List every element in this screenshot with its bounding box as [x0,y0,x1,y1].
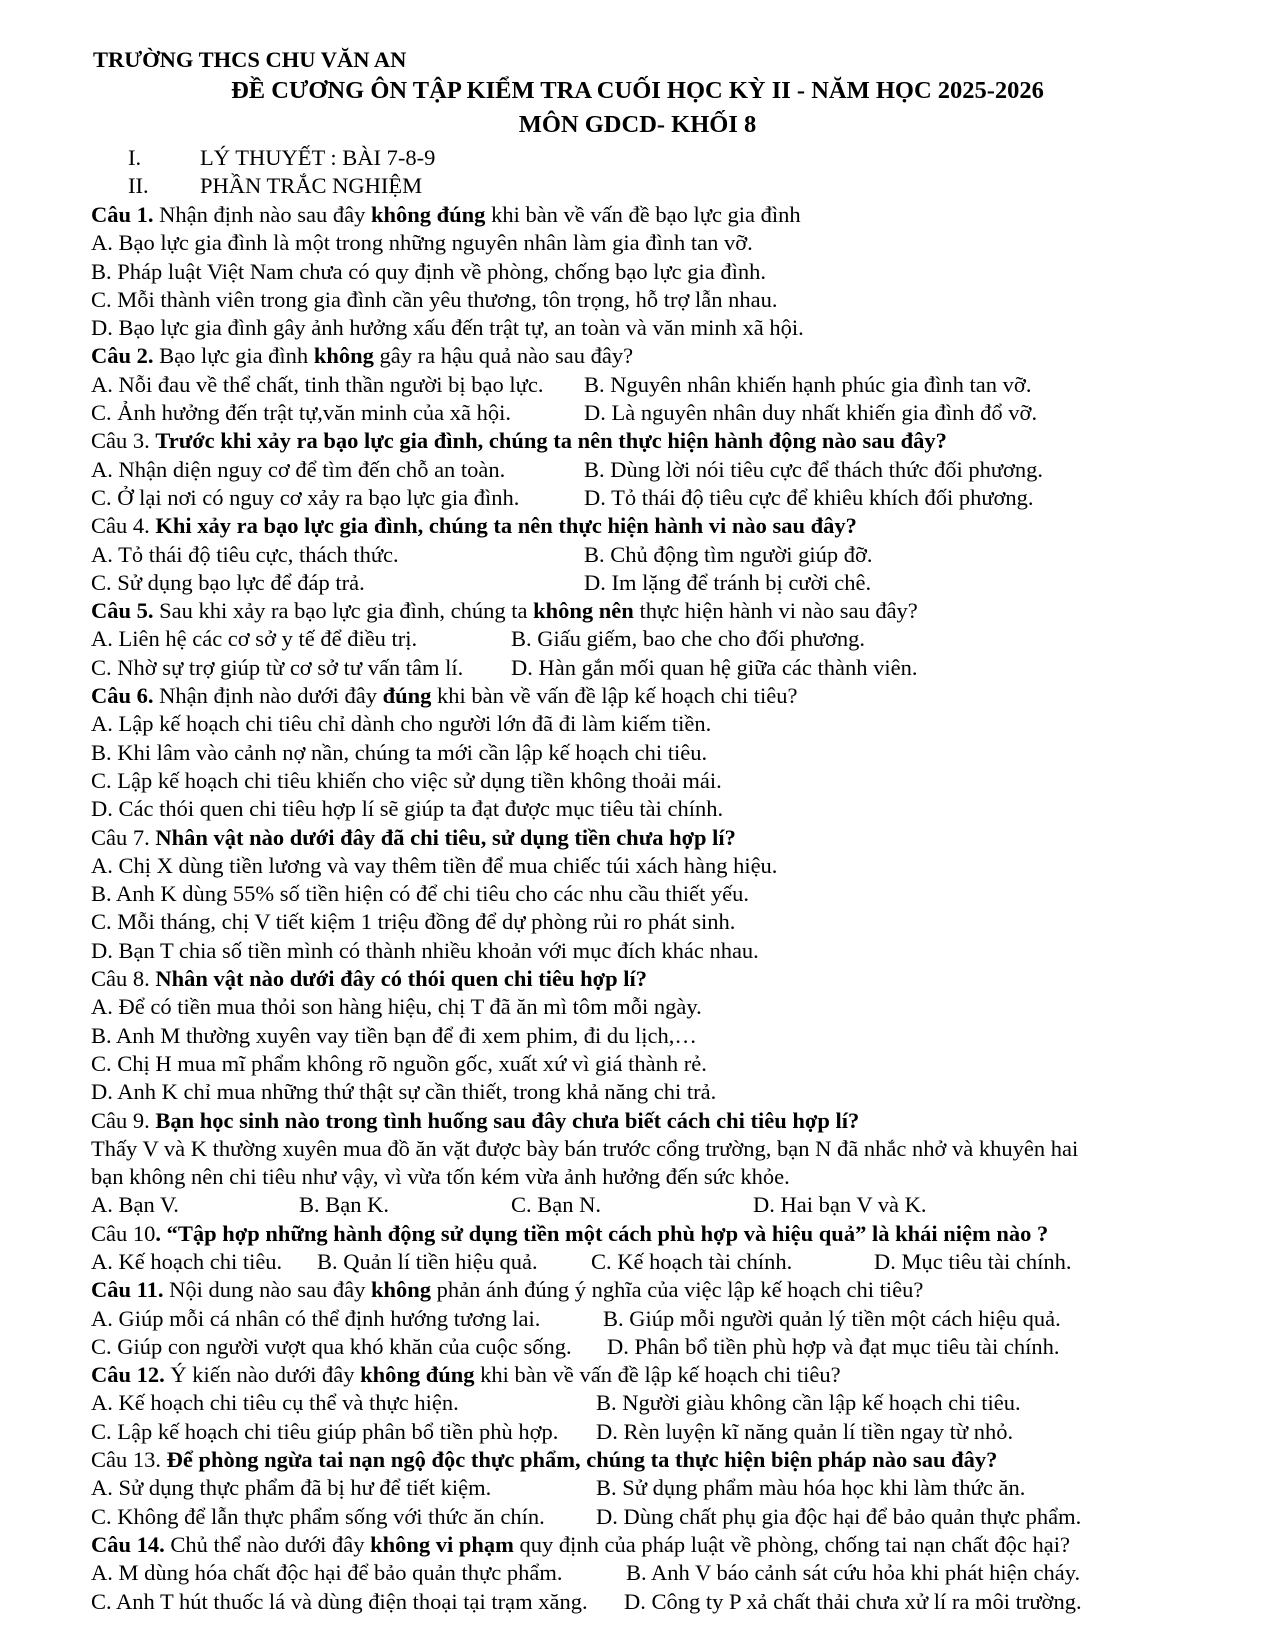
answer-line [91,1418,1251,1446]
question-stem [91,1361,1251,1389]
text-run: bạn không nên chi tiêu như vậy, vì vừa tốn kém vừa ảnh hưởng đến sức khỏe. [91,1164,790,1190]
text-run: Bạn học sinh nào trong tình huống sau đây chưa biết cách chi tiêu hợp lí? [155,1107,860,1133]
text-run: C. Lập kế hoạch chi tiêu khiến cho việc sử dụng tiền không thoải mái. [91,767,722,793]
answer-line [91,1474,1251,1502]
question-stem [91,965,1251,993]
text-run: B. Anh M thường xuyên vay tiền bạn để đi xem phim, đi du lịch,… [91,1022,697,1048]
answer-line [91,1333,1251,1361]
question-stem [91,1107,1251,1135]
answer-line [91,654,1251,682]
answer-line [91,1078,1251,1106]
answer-option: C. Không để lẫn thực phẩm sống với thức ăn chín. [91,1503,545,1529]
text-run: Câu 3. [91,428,156,454]
question-stem [91,1276,1251,1304]
answer-line [91,739,1251,767]
text-run: Nhận định nào dưới đây [153,683,383,709]
text-run: Khi xảy ra bạo lực gia đình, chúng ta nên thực hiện hành vi nào sau đây? [155,513,857,539]
answer-line [91,795,1251,823]
answer-option: A. Sử dụng thực phẩm đã bị hư để tiết kiệm. [91,1475,492,1501]
question-stem [91,427,1251,455]
answer-option: C. Anh T hút thuốc lá và dùng điện thoại tại trạm xăng. [91,1588,588,1614]
answer-option: A. Bạn V. [91,1192,179,1218]
answer-line [91,1050,1251,1078]
text-run: Câu 6. [91,683,154,709]
answer-option: B. Chủ động tìm người giúp đỡ. [584,541,873,567]
text-run: phản ánh đúng ý nghĩa của việc lập kế hoạch chi tiêu? [431,1277,924,1303]
answer-option: B. Dùng lời nói tiêu cực để thách thức đối phương. [584,456,1044,482]
answer-line [91,852,1251,880]
question-stem [91,201,1251,229]
answer-option: A. Kế hoạch chi tiêu. [91,1248,283,1274]
answer-option: C. Ảnh hưởng đến trật tự,văn minh của xã hội. [91,400,511,426]
text-run: gây ra hậu quả nào sau đây? [373,343,634,369]
text-run: Nhân vật nào dưới đây đã chi tiêu, sử dụng tiền chưa hợp lí? [155,824,736,850]
answer-option: D. Là nguyên nhân duy nhất khiến gia đình đổ vỡ. [584,400,1038,426]
section-heading: PHẦN TRẮC NGHIỆM [200,173,423,198]
answer-line [91,229,1251,257]
document-subtitle: MÔN GDCD- KHỐI 8 [518,111,757,138]
answer-option: D. Hai bạn V và K. [753,1192,927,1218]
section-theory [128,144,435,172]
answer-option: A. M dùng hóa chất độc hại để bảo quản thực phẩm. [91,1560,563,1586]
answer-line [91,1305,1251,1333]
answer-line [91,456,1251,484]
answer-option: B. Quản lí tiền hiệu quả. [317,1248,538,1274]
text-run: B. Pháp luật Việt Nam chưa có quy định về phòng, chống bạo lực gia đình. [91,258,766,284]
answer-option: A. Nhận diện nguy cơ để tìm đến chỗ an toàn. [91,456,506,482]
answer-line [91,767,1251,795]
section-number: II. [128,173,149,198]
text-run: không vi phạm [370,1531,514,1557]
answer-option: A. Liên hệ các cơ sở y tế để điều trị. [91,626,418,652]
answer-option: A. Nỗi đau về thể chất, tinh thần người bị bạo lực. [91,371,544,397]
text-run: C. Chị H mua mĩ phẩm không rõ nguồn gốc, xuất xứ vì giá thành rẻ. [91,1050,707,1076]
text-run: Câu 2. [91,343,154,369]
answer-line [91,258,1251,286]
answer-option: C. Lập kế hoạch chi tiêu giúp phân bổ tiền phù hợp. [91,1418,559,1444]
answer-line [91,880,1251,908]
answer-option: D. Tỏ thái độ tiêu cực để khiêu khích đối phương. [584,484,1034,510]
text-run: thực hiện hành vi nào sau đây? [633,598,918,624]
answer-line [91,1503,1251,1531]
answer-line [91,1135,1251,1163]
answer-option: B. Sử dụng phẩm màu hóa học khi làm thức ăn. [596,1475,1026,1501]
text-run: Câu 5. [91,598,154,624]
answer-option: B. Anh V báo cảnh sát cứu hỏa khi phát hiện cháy. [626,1560,1081,1586]
text-run: Bạo lực gia đình [153,343,314,369]
text-run: Nhận định nào sau đây [153,202,371,227]
text-run: A. Bạo lực gia đình là một trong những nguyên nhân làm gia đình tan vỡ. [91,230,753,256]
text-run: D. Bạo lực gia đình gây ảnh hưởng xấu đến trật tự, an toàn và văn minh xã hội. [91,315,804,341]
section-heading: LÝ THUYẾT : BÀI 7-8-9 [200,145,436,170]
answer-option: D. Mục tiêu tài chính. [874,1248,1072,1274]
text-run: Sau khi xảy ra bạo lực gia đình, chúng ta [153,598,534,624]
question-stem [91,512,1251,540]
answer-line [91,286,1251,314]
answer-line [91,1559,1251,1587]
answer-option: C. Sử dụng bạo lực để đáp trả. [91,569,365,595]
text-run: Thấy V và K thường xuyên mua đồ ăn vặt được bày bán trước cổng trường, bạn N đã nhắc nhở và khuyên hai [91,1135,1079,1161]
text-run: Ý kiến nào dưới đây [164,1362,361,1388]
text-run: Câu 10 [91,1220,156,1246]
text-run: D. Bạn T chia số tiền mình có thành nhiều khoản với mục đích khác nhau. [91,937,759,963]
answer-option: C. Giúp con người vượt qua khó khăn của cuộc sống. [91,1333,572,1359]
text-run: C. Mỗi tháng, chị V tiết kiệm 1 triệu đồng để dự phòng rủi ro phát sinh. [91,909,736,935]
text-run: B. Anh K dùng 55% số tiền hiện có để chi tiêu cho các nhu cầu thiết yếu. [91,881,749,907]
answer-line [91,1163,1251,1191]
answer-option: B. Bạn K. [299,1192,389,1218]
text-run: Câu 14. [91,1531,165,1557]
answer-line [91,710,1251,738]
answer-line [91,371,1251,399]
text-run: Trước khi xảy ra bạo lực gia đình, chúng ta nên thực hiện hành động nào sau đây? [155,428,947,454]
answer-line [91,937,1251,965]
answer-option: B. Nguyên nhân khiến hạnh phúc gia đình tan vỡ. [584,371,1032,397]
answer-option: B. Người giàu không cần lập kế hoạch chi tiêu. [596,1390,1021,1416]
text-run: đúng [382,683,432,709]
text-run: không [371,1277,432,1303]
text-run: Câu 13. [91,1447,167,1473]
text-run: không [313,343,374,369]
answer-option: C. Ở lại nơi có nguy cơ xảy ra bạo lực gia đình. [91,484,520,510]
question-list [91,201,1251,1616]
text-run: Câu 8. [91,966,156,992]
answer-line [91,541,1251,569]
answer-line [91,1022,1251,1050]
answer-line [91,314,1251,342]
answer-line [91,1588,1251,1616]
text-run: Chủ thể nào dưới đây [164,1531,371,1557]
answer-option: A. Giúp mỗi cá nhân có thể định hướng tương lai. [91,1305,541,1331]
answer-line [91,1248,1251,1276]
answer-line [91,625,1251,653]
answer-line [91,993,1251,1021]
answer-line [91,908,1251,936]
text-run: B. Khi lâm vào cảnh nợ nần, chúng ta mới cần lập kế hoạch chi tiêu. [91,739,708,765]
answer-line [91,1389,1251,1417]
text-run: khi bàn về vấn đề lập kế hoạch chi tiêu? [474,1362,841,1388]
text-run: Câu 12. [91,1362,165,1388]
text-run: Nội dung nào sau đây [163,1277,371,1303]
section-multiple-choice [128,172,422,200]
question-stem [91,1531,1251,1559]
answer-option: C. Nhờ sự trợ giúp từ cơ sở tư vấn tâm lí. [91,654,464,680]
text-run: Câu 4. [91,513,156,539]
text-run: khi bàn về vấn đề lập kế hoạch chi tiêu? [431,683,798,709]
text-run: D. Các thói quen chi tiêu hợp lí sẽ giúp ta đạt được mục tiêu tài chính. [91,796,724,822]
answer-option: D. Công ty P xả chất thải chưa xử lí ra môi trường. [624,1588,1082,1614]
answer-option: B. Giấu giếm, bao che cho đối phương. [511,626,866,652]
answer-line [91,484,1251,512]
text-run: không đúng [370,202,486,227]
text-run: quy định của pháp luật về phòng, chống tai nạn chất độc hại? [513,1531,1070,1557]
answer-option: D. Hàn gắn mối quan hệ giữa các thành viên. [511,654,918,680]
text-run: A. Chị X dùng tiền lương và vay thêm tiền để mua chiếc túi xách hàng hiệu. [91,852,778,878]
text-run: Để phòng ngừa tai nạn ngộ độc thực phẩm, chúng ta thực hiện biện pháp nào sau đây? [166,1447,998,1473]
answer-option: D. Rèn luyện kĩ năng quản lí tiền ngay từ nhỏ. [596,1418,1014,1444]
question-stem [91,342,1251,370]
text-run: Nhân vật nào dưới đây có thói quen chi tiêu hợp lí? [155,966,648,992]
answer-option: D. Im lặng để tránh bị cười chê. [584,569,872,595]
question-stem [91,1446,1251,1474]
answer-option: A. Kế hoạch chi tiêu cụ thể và thực hiện. [91,1390,459,1416]
text-run: . “Tập hợp những hành động sử dụng tiền một cách phù hợp và hiệu quả” là khái niệm nào ? [155,1220,1049,1246]
answer-option: B. Giúp mỗi người quản lý tiền một cách hiệu quả. [603,1305,1061,1331]
question-stem [91,1220,1251,1248]
question-stem [91,597,1251,625]
question-stem [91,824,1251,852]
text-run: không nên [533,598,634,624]
text-run: Câu 11. [91,1277,164,1303]
answer-option: C. Bạn N. [511,1192,601,1218]
document-title: ĐỀ CƯƠNG ÔN TẬP KIỂM TRA CUỐI HỌC KỲ II - NĂM HỌC 2025-2026 [231,77,1044,104]
answer-line [91,399,1251,427]
text-run: khi bàn về vấn đề bạo lực gia đình [485,202,801,227]
answer-line [91,1191,1251,1219]
text-run: C. Mỗi thành viên trong gia đình cần yêu thương, tôn trọng, hỗ trợ lẫn nhau. [91,286,778,312]
section-number: I. [128,145,142,170]
text-run: A. Để có tiền mua thỏi son hàng hiệu, chị T đã ăn mì tôm mỗi ngày. [91,994,702,1020]
text-run: Câu 1. [91,202,154,227]
answer-option: D. Phân bổ tiền phù hợp và đạt mục tiêu tài chính. [607,1333,1060,1359]
text-run: A. Lập kế hoạch chi tiêu chỉ dành cho người lớn đã đi làm kiếm tiền. [91,711,712,737]
text-run: không đúng [360,1362,475,1388]
answer-option: A. Tỏ thái độ tiêu cực, thách thức. [91,541,399,567]
text-run: D. Anh K chỉ mua những thứ thật sự cần thiết, trong khả năng chi trả. [91,1079,717,1105]
text-run: Câu 7. [91,824,156,850]
school-name: TRƯỜNG THCS CHU VĂN AN [93,47,407,72]
answer-line [91,569,1251,597]
question-stem [91,682,1251,710]
text-run: Câu 9. [91,1107,156,1133]
answer-option: C. Kế hoạch tài chính. [591,1248,793,1274]
answer-option: D. Dùng chất phụ gia độc hại để bảo quản thực phẩm. [596,1503,1082,1529]
